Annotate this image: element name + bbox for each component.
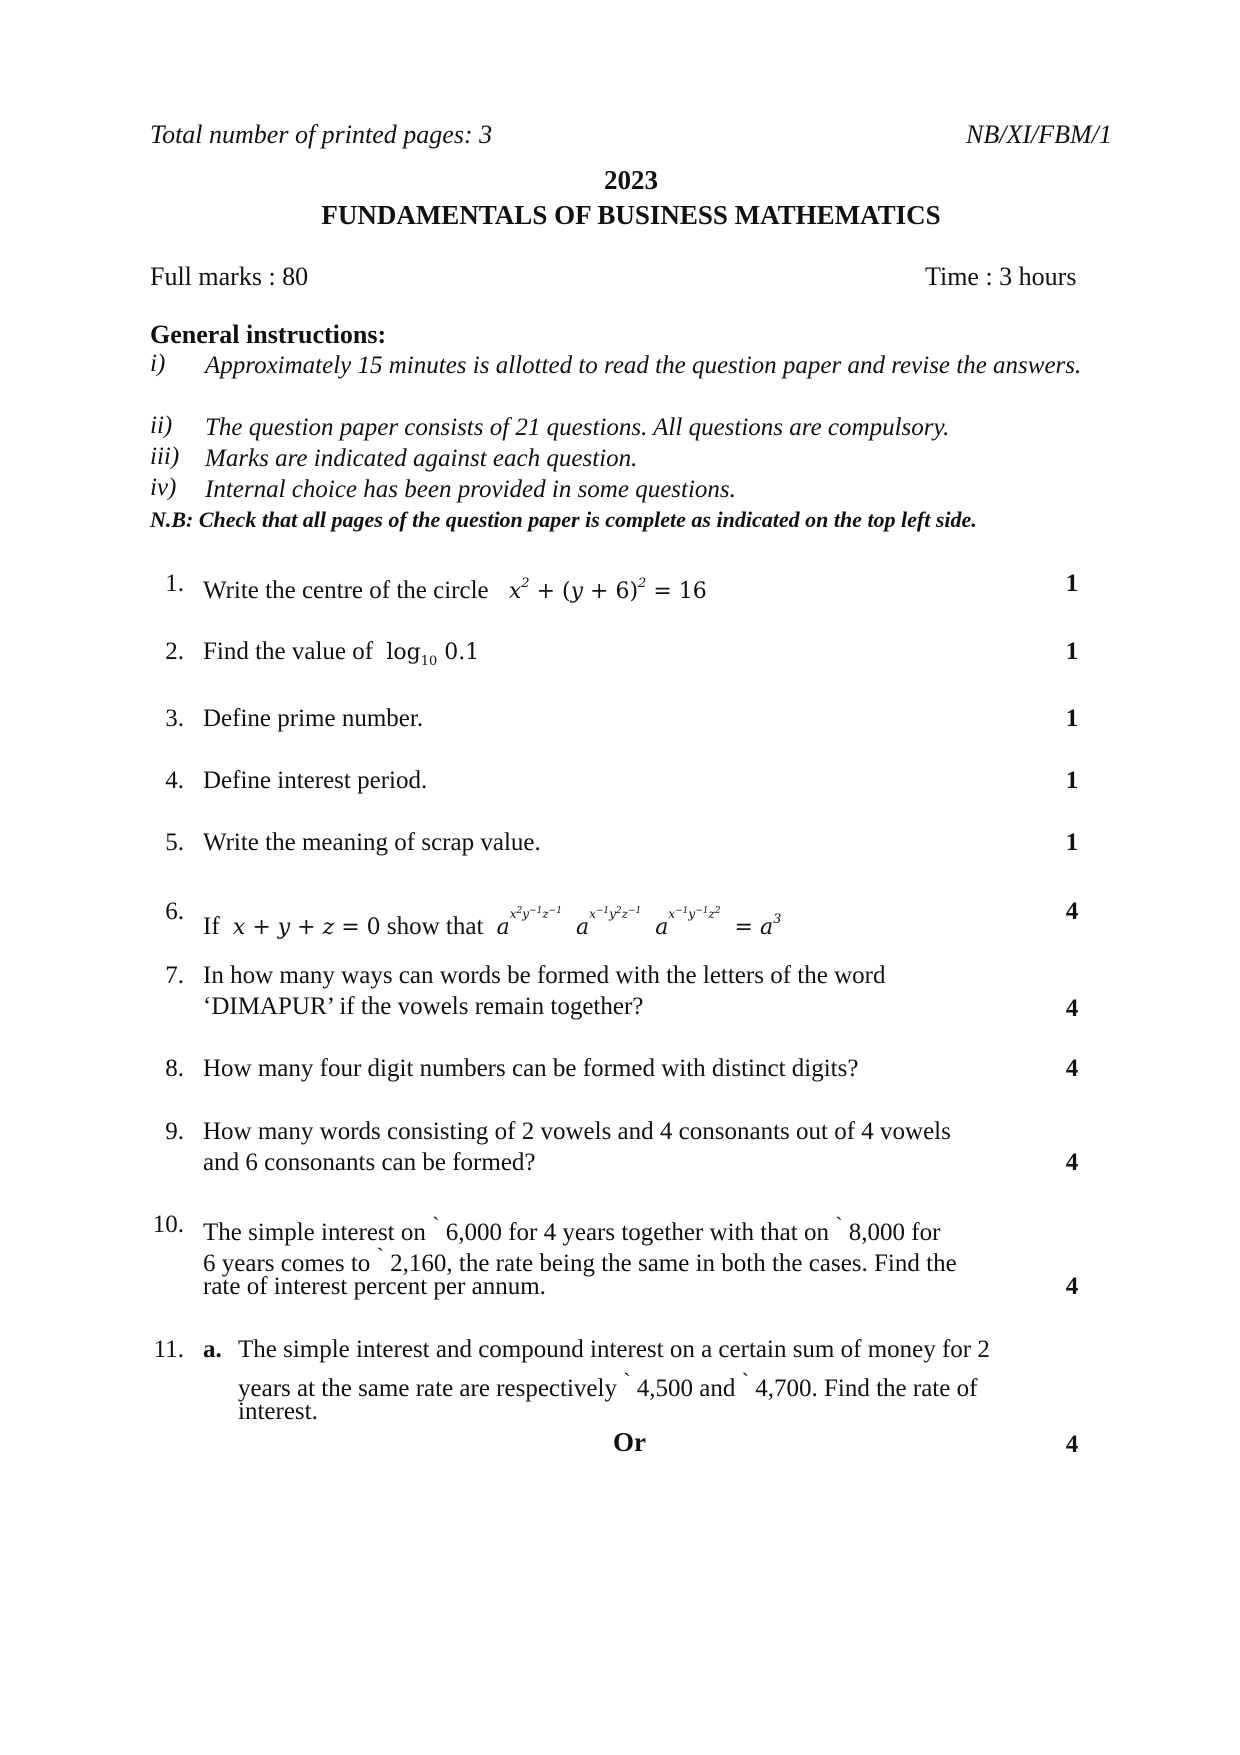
question-number: 5. [165, 829, 184, 856]
question-text-line2: ‘DIMAPUR’ if the vowels remain together? [203, 993, 644, 1020]
question-number: 9. [165, 1118, 184, 1145]
text-segment: The simple interest on [203, 1219, 426, 1246]
question-text [203, 568, 1053, 607]
marks: 4 [1065, 1055, 1079, 1082]
instruction-number: iii) [150, 443, 180, 470]
question-text-show-that: show that [386, 913, 484, 940]
question-5 [0, 827, 1240, 861]
marks: 1 [1065, 638, 1079, 665]
question-text-line3: interest. [238, 1398, 318, 1425]
question-10 [0, 1209, 1240, 1305]
question-text [203, 636, 1053, 677]
text-segment: 8,000 for [848, 1219, 941, 1246]
question-text-if: If [203, 913, 220, 940]
paper-title: FUNDAMENTALS OF BUSINESS MATHEMATICS [321, 200, 941, 230]
circle-equation: $x^2 + (y + 6)^2 = 16$ [494, 576, 707, 604]
question-text-body: Write the centre of the circle [203, 577, 489, 604]
instruction-text: The question paper consists of 21 questions. All questions are compulsory. [205, 414, 950, 441]
question-text-line1: The simple interest and compound interest on a certain sum of money for 2 [238, 1336, 990, 1363]
question-1 [0, 568, 1240, 602]
question-3 [0, 703, 1240, 737]
text-segment: 4,500 and [636, 1375, 736, 1402]
question-6 [0, 896, 1240, 940]
marks: 4 [1065, 898, 1079, 925]
full-marks: Full marks : 80 [150, 262, 309, 291]
question-8 [0, 1053, 1240, 1087]
marks: 1 [1065, 829, 1079, 856]
question-11 [0, 1334, 1240, 1464]
text-segment: 6 years comes to [203, 1250, 371, 1277]
condition-expression: x + y + z = 0 [225, 915, 381, 940]
rupee-symbol: ` [623, 1368, 631, 1393]
exponent-identity: $a^{x^2y^{-1}z^{-1}}$ $a^{x^{-1}y^2z^{-1}}$ $a^{x^{-1}y^{-1}z^2} = a^3$ [489, 906, 782, 940]
question-number: 11. [153, 1336, 184, 1363]
instruction-text: Marks are indicated against each question. [205, 445, 638, 472]
marks: 4 [1065, 1273, 1079, 1300]
question-7 [0, 960, 1240, 1026]
instruction-text: Approximately 15 minutes is allotted to read the question paper and revise the answers. [205, 352, 1082, 379]
question-number: 7. [165, 962, 184, 989]
instruction-item [150, 350, 1100, 414]
question-text-line1: In how many ways can words be formed with the letters of the word [203, 962, 886, 989]
instruction-item [150, 474, 1100, 505]
exam-year: 2023 [604, 165, 658, 195]
rupee-symbol: ` [432, 1212, 440, 1237]
question-number: 8. [165, 1055, 184, 1082]
question-text-line1: How many words consisting of 2 vowels and 4 consonants out of 4 vowels [203, 1118, 951, 1145]
question-4 [0, 765, 1240, 799]
marks: 1 [1065, 767, 1079, 794]
question-text [203, 896, 1053, 943]
rupee-symbol: ` [835, 1212, 843, 1237]
marks: 4 [1065, 1431, 1079, 1458]
time-allowed: Time : 3 hours [925, 262, 1077, 291]
or-separator: Or [613, 1427, 646, 1457]
instruction-number: ii) [150, 412, 173, 439]
nb-note: N.B: Check that all pages of the question paper is complete as indicated on the top left side. [150, 507, 977, 532]
marks: 4 [1065, 1149, 1079, 1176]
question-part-label: a. [203, 1336, 222, 1363]
instructions-heading: General instructions: [150, 320, 387, 349]
question-number: 10. [152, 1211, 184, 1238]
question-text: Write the meaning of scrap value. [203, 829, 541, 856]
rupee-symbol: ` [741, 1368, 749, 1393]
text-segment: 2,160, the rate being the same in both the cases. Find the [390, 1250, 957, 1277]
question-text-line2: and 6 consonants can be formed? [203, 1149, 536, 1176]
question-number: 6. [165, 898, 184, 925]
question-9 [0, 1116, 1240, 1182]
question-2 [0, 636, 1240, 670]
instruction-item [150, 443, 1100, 474]
instruction-text: Internal choice has been provided in some questions. [205, 476, 736, 503]
question-text: How many four digit numbers can be formed with distinct digits? [203, 1055, 859, 1082]
marks: 1 [1065, 705, 1079, 732]
printed-pages-note: Total number of printed pages: 3 [150, 120, 493, 149]
question-number: 2. [165, 638, 184, 665]
question-number: 3. [165, 705, 184, 732]
marks: 4 [1065, 995, 1079, 1022]
question-text-body: Find the value of [203, 638, 374, 665]
question-number: 1. [165, 570, 184, 597]
instruction-number: iv) [150, 474, 177, 501]
text-segment: years at the same rate are respectively [238, 1375, 617, 1402]
text-segment: 4,700. Find the rate of [755, 1375, 978, 1402]
log-expression: $\log_{10} 0.1$ [379, 640, 480, 669]
question-text: Define interest period. [203, 767, 428, 794]
question-number: 4. [165, 767, 184, 794]
instruction-number: i) [150, 350, 166, 377]
rupee-symbol: ` [376, 1243, 384, 1268]
text-segment: 6,000 for 4 years together with that on [445, 1219, 829, 1246]
paper-code: NB/XI/FBM/1 [966, 120, 1112, 149]
question-text-line3: rate of interest percent per annum. [203, 1273, 546, 1300]
instruction-item [150, 412, 1100, 443]
marks: 1 [1065, 570, 1079, 597]
question-text: Define prime number. [203, 705, 424, 732]
